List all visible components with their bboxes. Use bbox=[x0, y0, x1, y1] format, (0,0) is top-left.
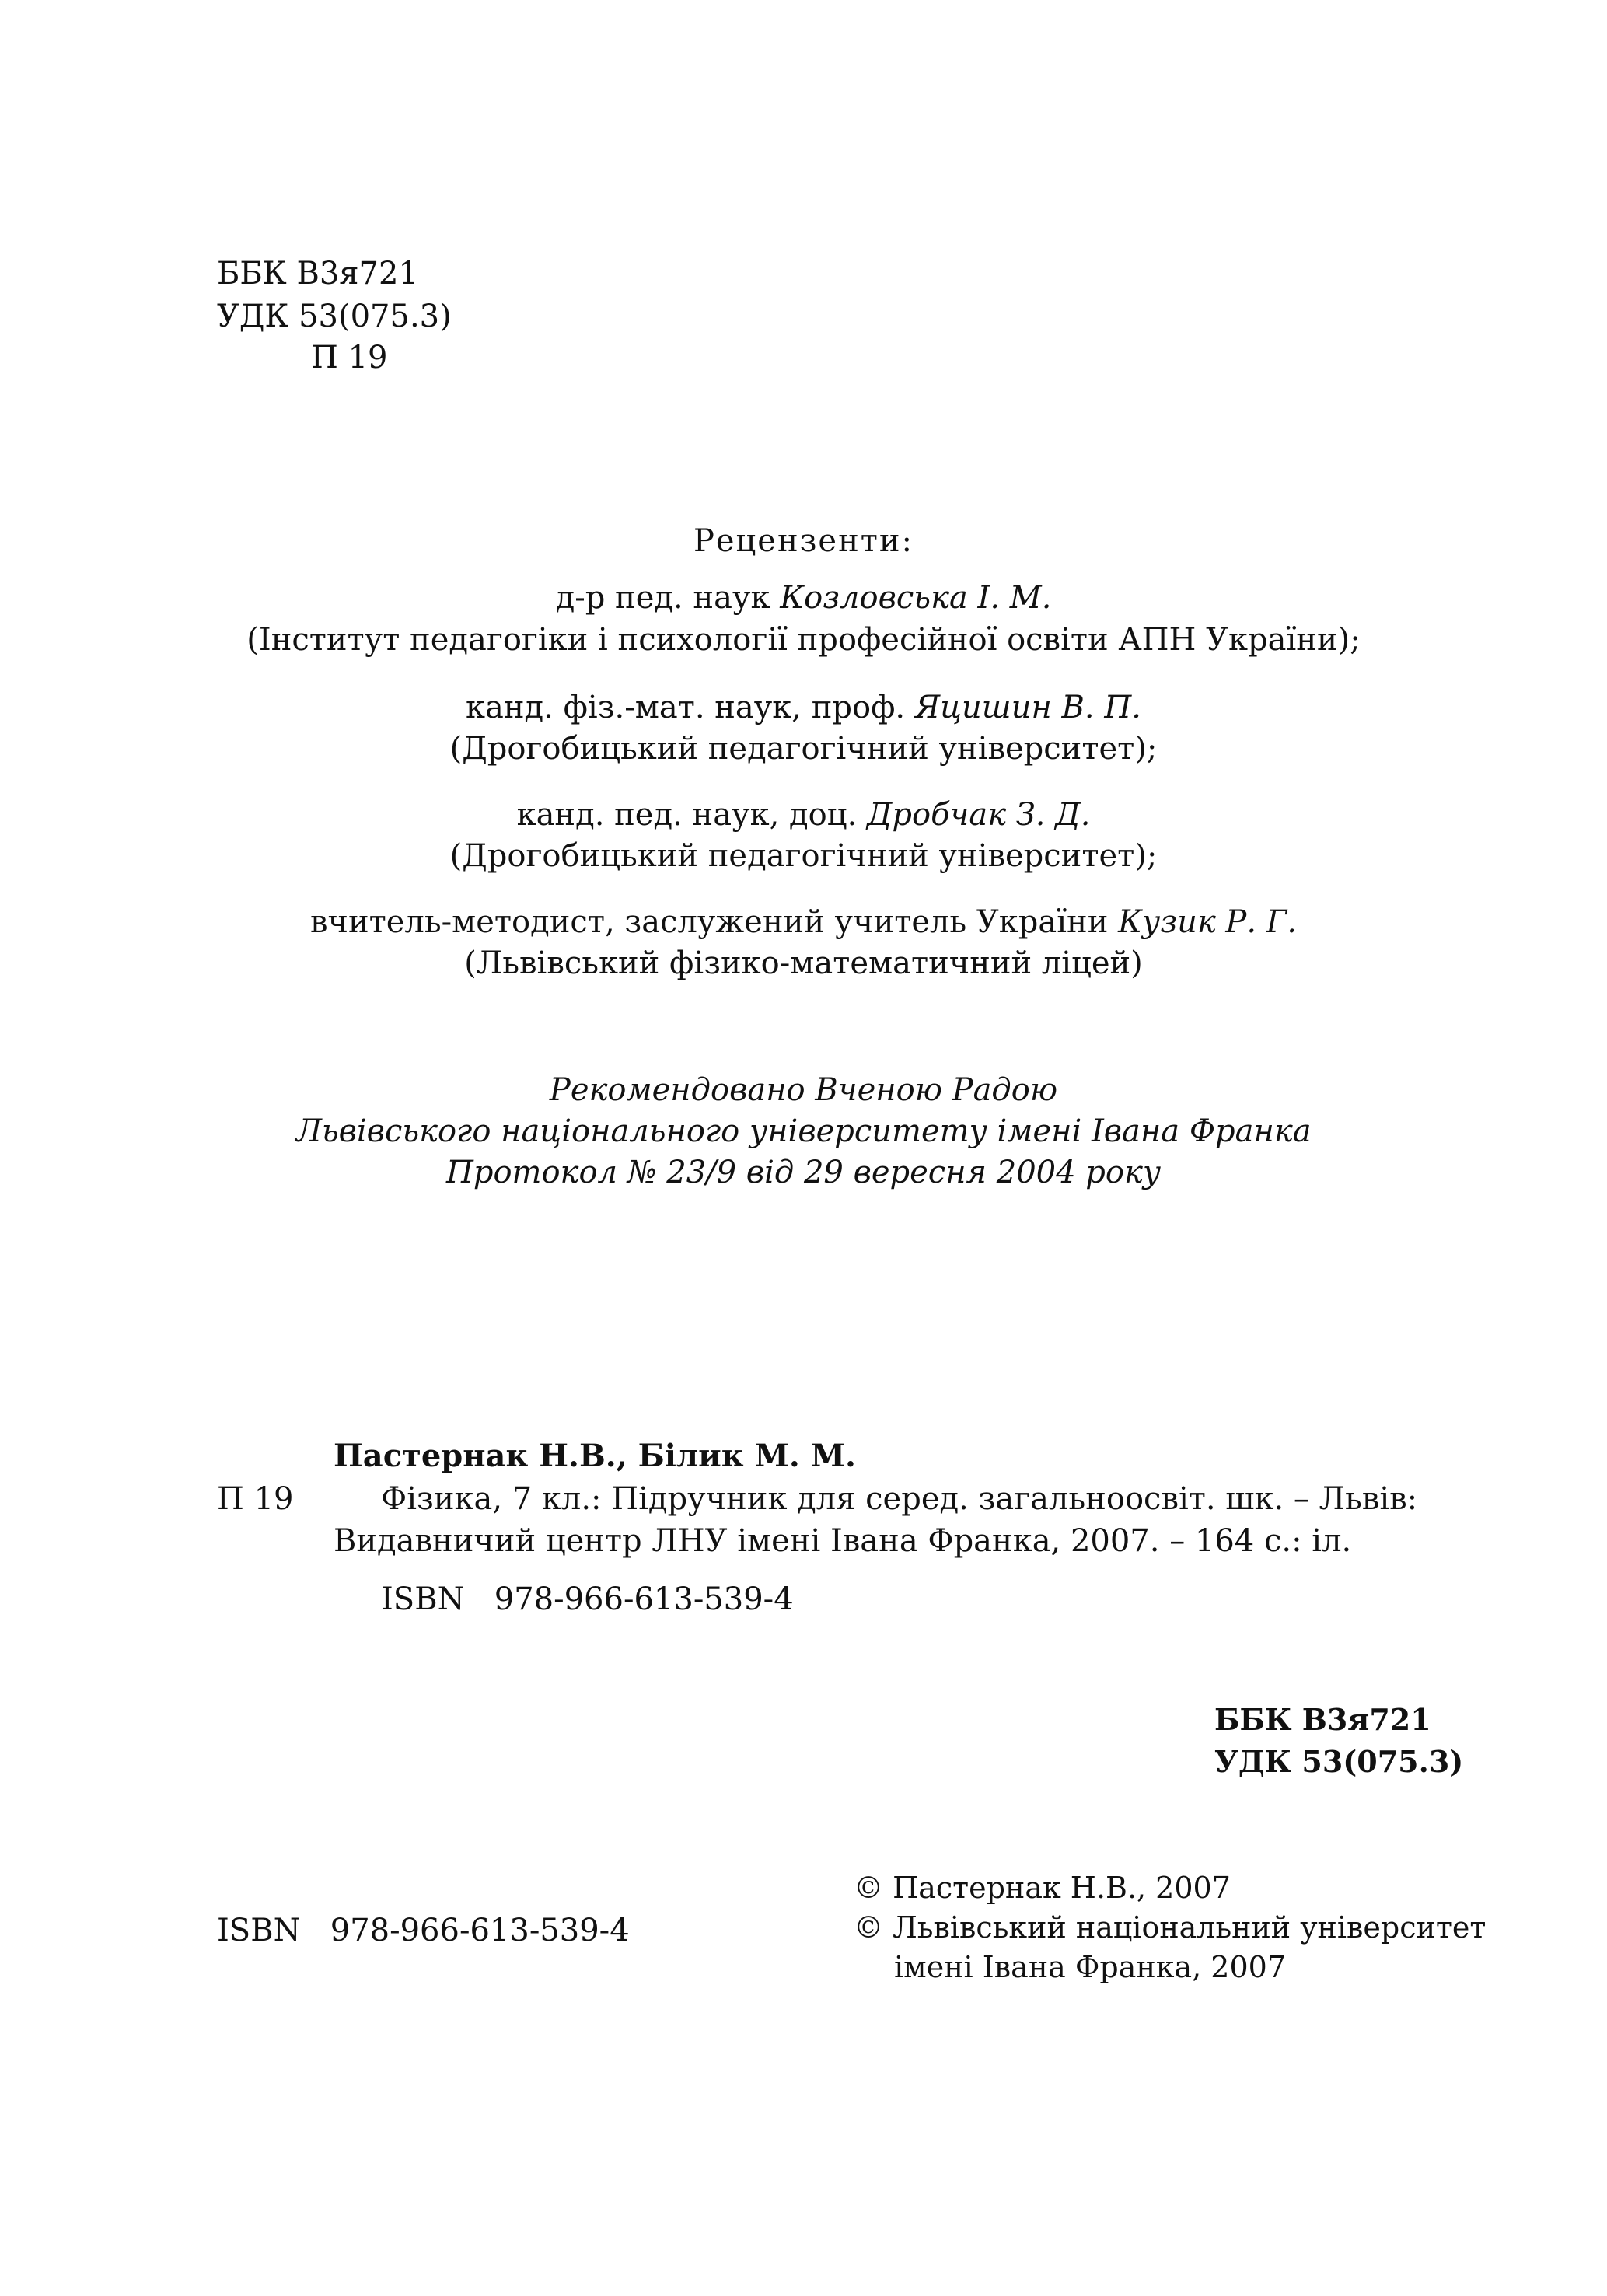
reviewer-4-line bbox=[0, 902, 1607, 942]
footer-isbn: ISBN 978-966-613-539-4 bbox=[217, 1913, 630, 1948]
reviewer-4-affiliation: (Львівський фізико-математичний ліцей) bbox=[464, 945, 1143, 981]
reviewer-2-name: Яцишин В. П. bbox=[914, 690, 1141, 725]
author-mark: П 19 bbox=[311, 340, 388, 376]
bib-author-mark: П 19 bbox=[217, 1481, 294, 1517]
recommendation-line-3: Протокол № 23/9 від 29 вересня 2004 року bbox=[445, 1155, 1162, 1190]
reviewer-4-name: Кузик Р. Г. bbox=[1118, 904, 1297, 940]
book-description-line-2: Видавничий центр ЛНУ імені Івана Франка, 2007. – 164 с.: іл. bbox=[334, 1523, 1352, 1559]
bottom-udk-code: УДК 53(075.3) bbox=[1214, 1744, 1464, 1779]
udk-code: УДК 53(075.3) bbox=[217, 299, 452, 334]
reviewer-4-title: вчитель-методист, заслужений учитель України bbox=[310, 904, 1119, 940]
reviewers-heading: Рецензенти: bbox=[693, 523, 914, 559]
recommendation-line-2: Львівського національного університету імені Івана Франка bbox=[295, 1113, 1312, 1149]
copyright-university-line-1: © Львівський національний університет bbox=[854, 1910, 1486, 1945]
recommendation-line-1: Рекомендовано Вченою Радою bbox=[549, 1072, 1058, 1108]
reviewer-1-affiliation: (Інститут педагогіки і психології професійної освіти АПН України); bbox=[246, 622, 1361, 658]
bottom-bbk-code: ББК В3я721 bbox=[1214, 1702, 1431, 1737]
reviewer-2-line bbox=[0, 687, 1607, 728]
book-isbn: ISBN 978-966-613-539-4 bbox=[381, 1581, 794, 1617]
book-description-line-1: Фізика, 7 кл.: Підручник для серед. загальноосвіт. шк. – Львів: bbox=[381, 1481, 1418, 1517]
reviewer-1-name: Козловська І. М. bbox=[780, 580, 1052, 616]
reviewer-1-line bbox=[0, 578, 1607, 618]
bbk-code: ББК В3я721 bbox=[217, 256, 418, 292]
reviewer-3-name: Дробчак З. Д. bbox=[866, 797, 1091, 833]
reviewer-3-line bbox=[0, 795, 1607, 835]
book-authors: Пастернак Н.В., Білик М. М. bbox=[334, 1438, 856, 1474]
reviewer-2-title: канд. фіз.-мат. наук, проф. bbox=[466, 690, 915, 725]
reviewer-2-affiliation: (Дрогобицький педагогічний університет); bbox=[449, 731, 1158, 767]
reviewer-3-title: канд. пед. наук, доц. bbox=[516, 797, 867, 833]
reviewer-1-title: д-р пед. наук bbox=[555, 580, 781, 616]
copyright-author: © Пастернак Н.В., 2007 bbox=[854, 1871, 1231, 1905]
copyright-university-line-2: імені Івана Франка, 2007 bbox=[894, 1950, 1287, 1984]
reviewer-3-affiliation: (Дрогобицький педагогічний університет); bbox=[449, 838, 1158, 874]
